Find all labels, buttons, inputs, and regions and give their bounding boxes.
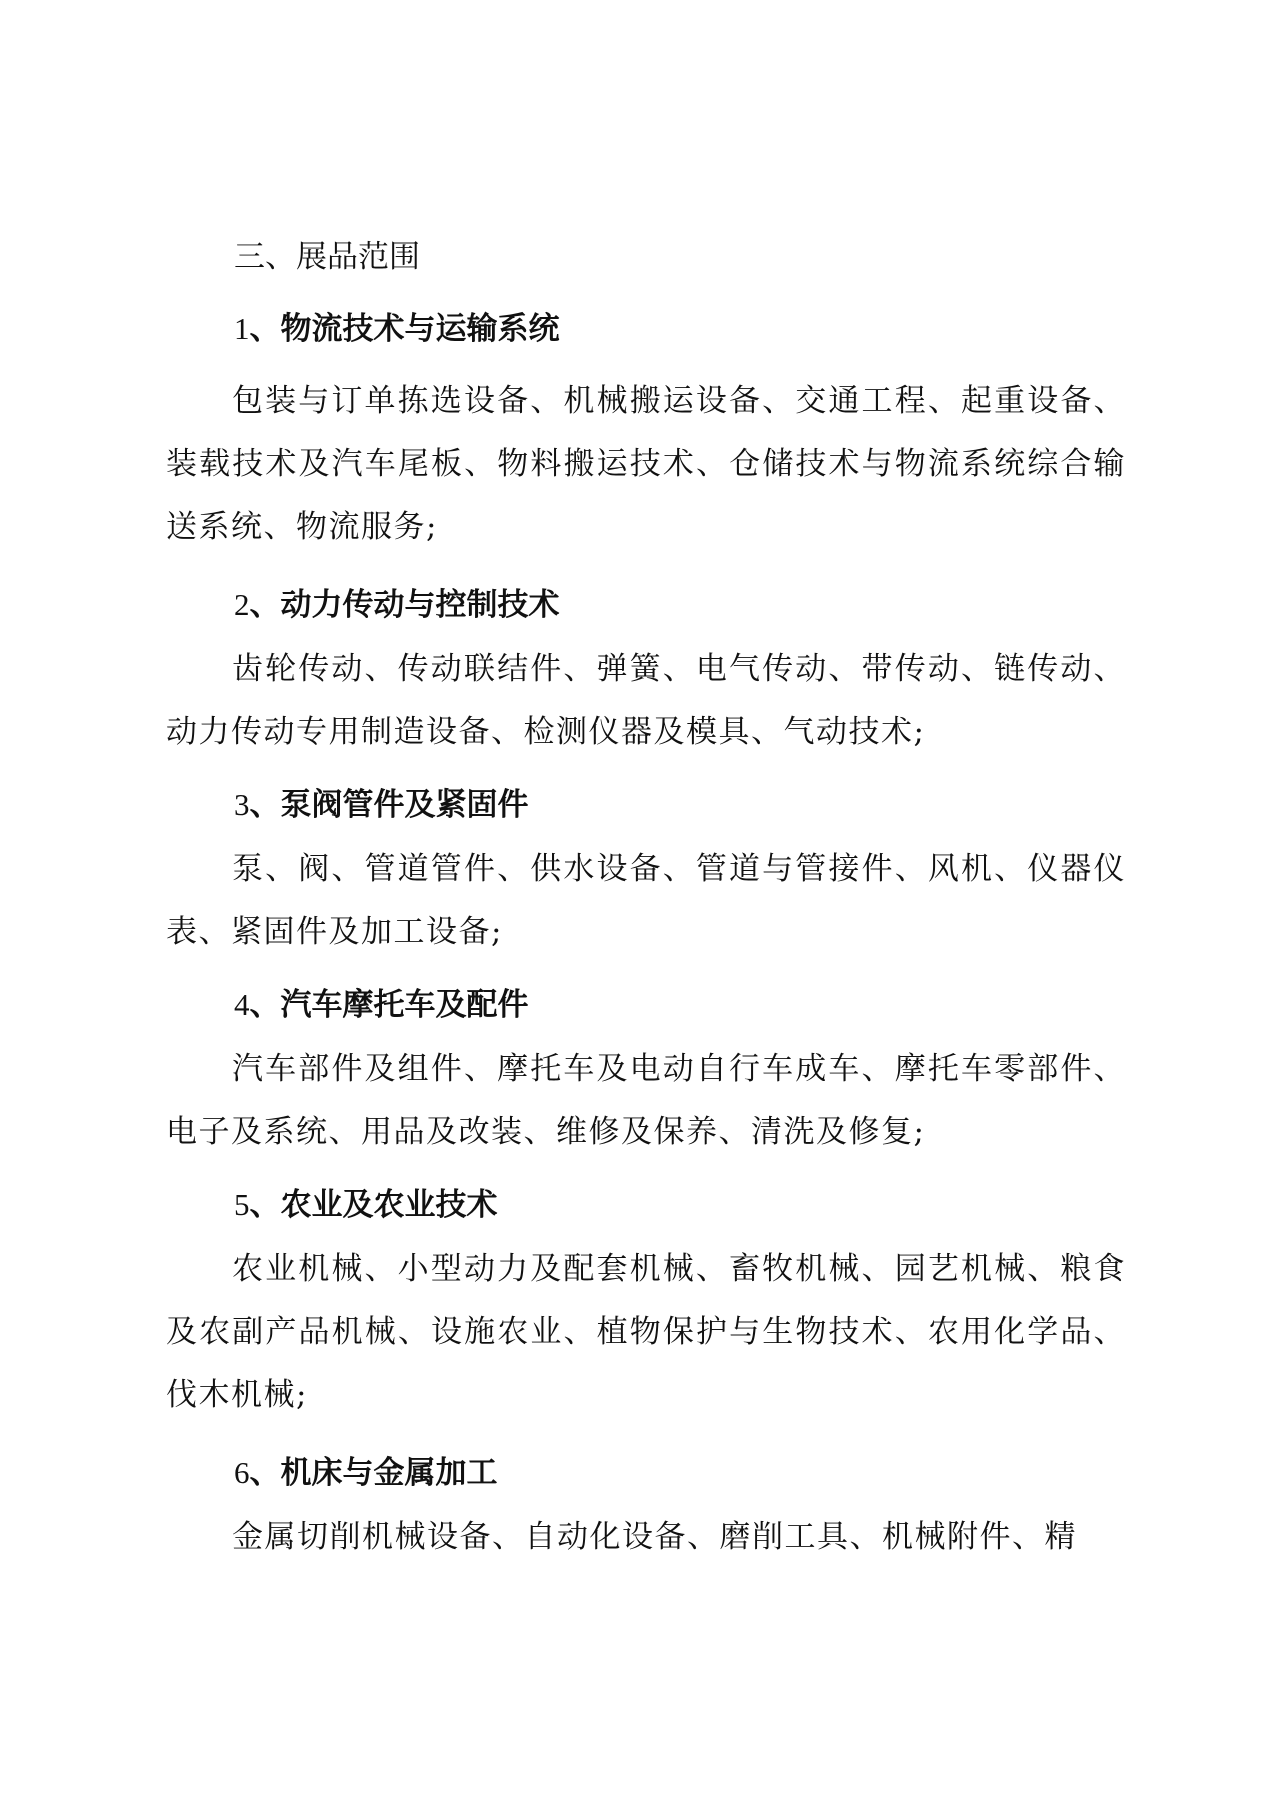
item-heading-text-3: 、泵阀管件及紧固件: [249, 787, 529, 823]
item-heading-4: [234, 986, 1126, 1024]
item-number-5: 5: [234, 1187, 250, 1222]
item-number-6: 6: [234, 1455, 250, 1490]
item-body-6: 金属切削机械设备、自动化设备、磨削工具、机械附件、精: [232, 1519, 1077, 1555]
item-body-1: 包装与订单拣选设备、机械搬运设备、交通工程、起重设备、装载技术及汽车尾板、物料搬运技术、仓储技术与物流系统综合输送系统、物流服务;: [166, 383, 1126, 545]
section-title: 三、展品范围: [234, 239, 420, 275]
item-body-5: 农业机械、小型动力及配套机械、畜牧机械、园艺机械、粮食及农副产品机械、设施农业、植物保护与生物技术、农用化学品、伐木机械;: [166, 1251, 1126, 1413]
document-body: [166, 238, 1126, 1569]
item-heading-text-6: 、机床与金属加工: [249, 1455, 498, 1491]
item-heading-text-2: 、动力传动与控制技术: [249, 587, 560, 623]
item-heading-3: [234, 786, 1126, 824]
item-number-1: 1: [234, 311, 250, 346]
item-heading-text-1: 、物流技术与运输系统: [249, 311, 560, 347]
item-number-3: 3: [234, 787, 250, 822]
item-heading-5: [234, 1186, 1126, 1224]
item-body-4: 汽车部件及组件、摩托车及电动自行车成车、摩托车零部件、电子及系统、用品及改装、维修及保养、清洗及修复;: [166, 1051, 1126, 1150]
item-body-3: 泵、阀、管道管件、供水设备、管道与管接件、风机、仪器仪表、紧固件及加工设备;: [166, 851, 1126, 950]
item-number-4: 4: [234, 987, 250, 1022]
item-heading-text-4: 、汽车摩托车及配件: [249, 987, 529, 1023]
item-heading-2: [234, 586, 1126, 624]
item-heading-text-5: 、农业及农业技术: [249, 1187, 498, 1223]
item-heading-1: [234, 310, 1126, 348]
item-heading-6: [234, 1454, 1126, 1492]
item-number-2: 2: [234, 587, 250, 622]
item-body-2: 齿轮传动、传动联结件、弹簧、电气传动、带传动、链传动、动力传动专用制造设备、检测仪器及模具、气动技术;: [166, 651, 1126, 750]
